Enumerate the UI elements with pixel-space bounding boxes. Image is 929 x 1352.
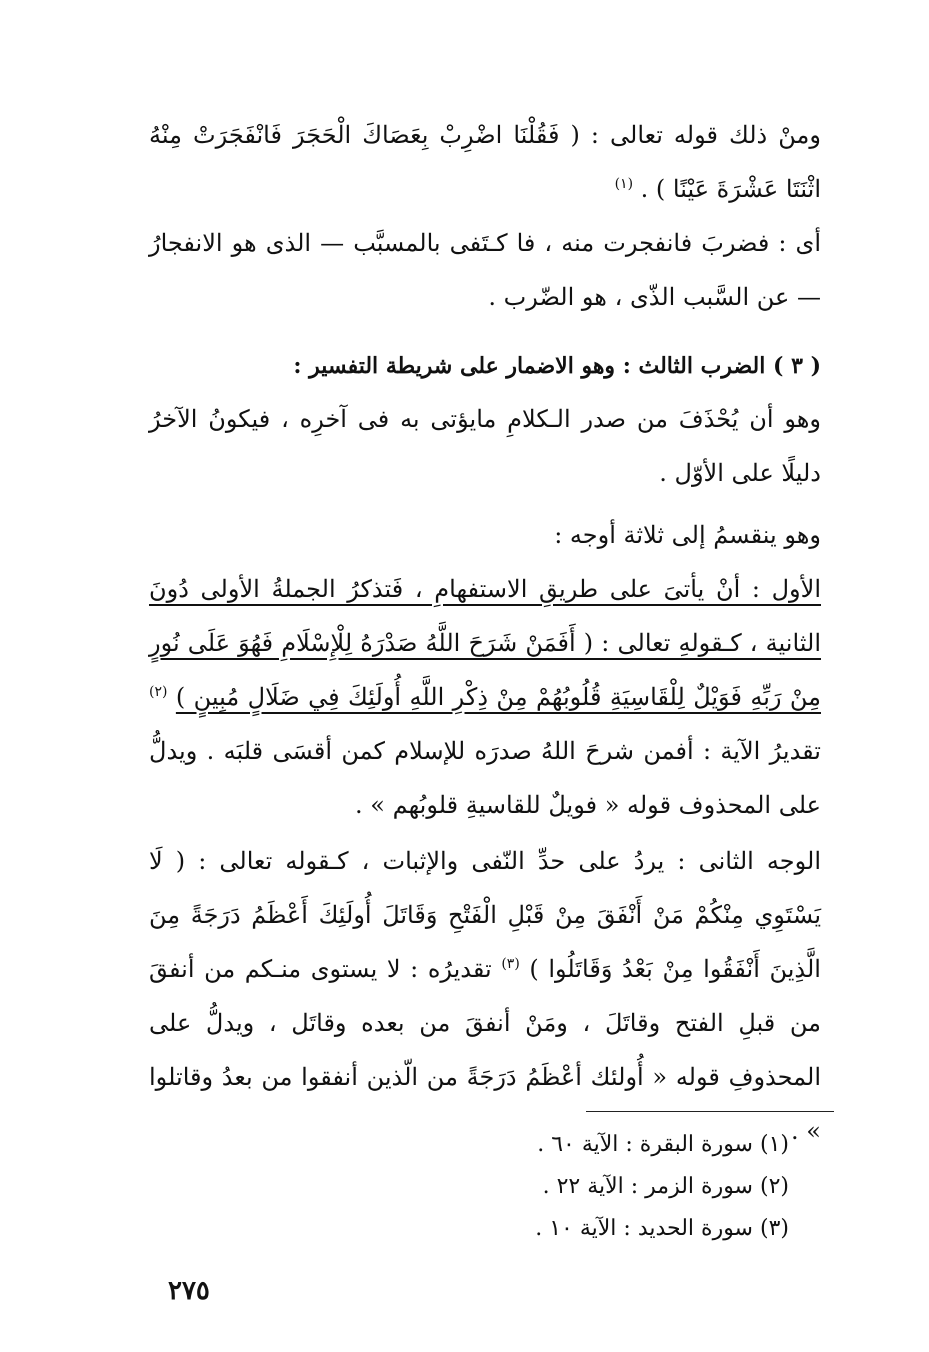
paragraph-3-text: وهو أن يُحْذَفَ من صدر الـكلامِ مايؤتى به فى آخرِه ، فيكونُ الآخرُ دليلًا على الأوّل . <box>149 405 821 487</box>
paragraph-2 <box>149 216 821 324</box>
paragraph-5-end: تقديرُ الآية : أفمن شرحَ اللهُ صدرَه للإسلام كمن أقسَى قلبَه . ويدلُّ على المحذوف قوله « فويلٌ للقاسيةِ قلوبُهم » . <box>149 737 821 819</box>
footnote-ref-1: (١) <box>614 176 634 192</box>
footnote-3: (٣) سورة الحديد : الآية ١٠ . <box>535 1216 789 1241</box>
page-number: ٢٧٥ <box>168 1276 210 1306</box>
footnotes-list <box>289 1124 789 1250</box>
paragraph-5 <box>149 562 821 832</box>
footnote-ref-2: (٢) <box>149 684 168 700</box>
footnote-1: (١) سورة البقرة : الآية ٦٠ . <box>537 1132 789 1157</box>
paragraph-4 <box>149 508 821 562</box>
paragraph-5-start: الأول : أنْ يأتىَ على طريقِ الاستفهامِ ، فَتذكرُ الجملةُ الأولى دُونَ الثانية ، كـقولهِ تعالى : ( أَفَمَنْ شَرَحَ اللَّهُ صَدْرَهُ لِلْإِسْلَامِ فَهُوَ عَلَى نُورٍ مِنْ رَبِّهِ فَوَيْلٌ لِلْقَاسِيَةِ قُلُوبُهُمْ مِنْ ذِكْرِ اللَّهِ أُولَئِكَ فِي ضَلَالٍ مُبِينٍ ) <box>149 575 821 711</box>
section-heading: ( ٣ ) الضرب الثالث : وهو الاضمار على شريطة التفسير : <box>293 353 821 379</box>
paragraph-6 <box>149 834 821 1158</box>
paragraph-1 <box>149 108 821 216</box>
paragraph-1-text: ومنْ ذلك قوله تعالى : ( فَقُلْنَا اضْرِبْ بِعَصَاكَ الْحَجَرَ فَانْفَجَرَتْ مِنْهُ اثْنَتَا عَشْرَةَ عَيْنًا ) . <box>149 121 821 203</box>
paragraph-3 <box>149 392 821 500</box>
paragraph-6-end: تقديرُه : لا يستوى منـكم من أنفقَ من قبلِ الفتح وقاتَلَ ، ومَنْ أنفقَ من بعده وقاتَل ، ويدلُّ على المحذوفِ قوله « أُولئك أعْظَمُ دَرَجَةً من الّذين أنفقوا من بعدُ وقاتلوا » . <box>149 955 821 1145</box>
paragraph-2-text: أى : فضربَ فانفجرت منه ، فا كـتَفى بالمسبَّب — الذى هو الانفجارُ — عن السَّبب الذّى ، هو الضّرب . <box>149 229 821 311</box>
footnote-2: (٢) سورة الزمر : الآية ٢٢ . <box>542 1174 789 1199</box>
paragraph-6-start: الوجه الثانى : يردُ على حدِّ النّفى والإثبات ، كـقوله تعالى : ( لَا يَسْتَوِي مِنْكُمْ مَنْ أَنْفَقَ مِنْ قَبْلِ الْفَتْحِ وَقَاتَلَ أُولَئِكَ أَعْظَمُ دَرَجَةً مِنَ الَّذِينَ أَنْفَقُوا مِنْ بَعْدُ وَقَاتَلُوا ) <box>149 847 821 983</box>
paragraph-4-text: وهو ينقسمُ إلى ثلاثة أوجه : <box>554 521 821 549</box>
footnote-ref-3: (٣) <box>501 956 520 972</box>
footnote-divider <box>586 1111 834 1112</box>
